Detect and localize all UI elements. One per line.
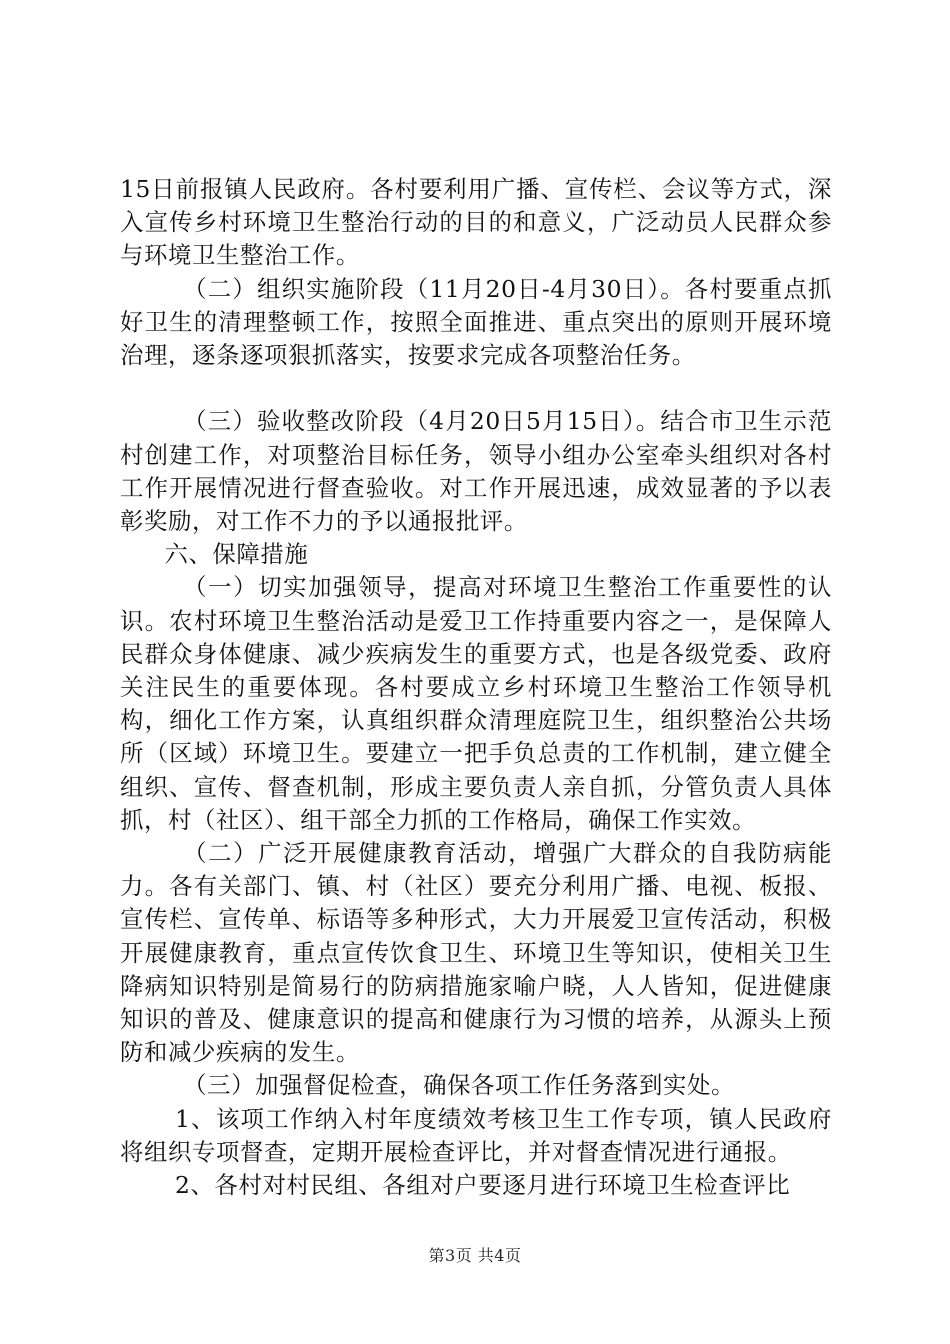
list-item-1: 1、该项工作纳入村年度绩效考核卫生工作专项，镇人民政府将组织专项督查，定期开展检查评比，并对督查情况进行通报。 <box>120 1104 832 1166</box>
paragraph-gap <box>120 372 832 405</box>
paragraph-implementation-stage: （二）组织实施阶段（11月20日-4月30日）。各村要重点抓好卫生的清理整顿工作，按照全面推进、重点突出的原则开展环境治理，逐条逐项狠抓落实，按要求完成各项整治任务。 <box>120 274 832 370</box>
paragraph-leadership: （一）切实加强领导，提高对环境卫生整治工作重要性的认识。农村环境卫生整治活动是爱卫工作持重要内容之一，是保障人民群众身体健康、减少疾病发生的重要方式，也是各级党委、政府关注民生的重要体现。各村要成立乡村环境卫生整治工作领导机构，细化工作方案，认真组织群众清理庭院卫生，组织整治公共场所（区域）环境卫生。要建立一把手负总责的工作机制，建立健全组织、宣传、督查机制，形成主要负责人亲自抓，分管负责人具体抓，村（社区）、组干部全力抓的工作格局，确保工作实效。 <box>120 573 832 834</box>
page-footer: 第3页 共4页 <box>428 1246 522 1265</box>
list-item-2: 2、各村对村民组、各组对户要逐月进行环境卫生检查评比 <box>174 1171 791 1200</box>
paragraph-health-education: （二）广泛开展健康教育活动，增强广大群众的自我防病能力。各有关部门、镇、村（社区）要充分利用广播、电视、板报、宣传栏、宣传单、标语等多种形式，大力开展爱卫宣传活动，积极开展健康教育，重点宣传饮食卫生、环境卫生等知识，使相关卫生降病知识特别是简易行的防病措施家喻户晓，人人皆知，促进健康知识的普及、健康意识的提高和健康行为习惯的培养，从源头上预防和减少疾病的发生。 <box>120 839 832 1067</box>
document-body <box>120 173 832 1202</box>
paragraph-publicity-end: 15日前报镇人民政府。各村要利用广播、宣传栏、会议等方式，深入宣传乡村环境卫生整治行动的目的和意义，广泛动员人民群众参与环境卫生整治工作。 <box>120 175 832 270</box>
section-heading-safeguards: 六、保障措施 <box>164 540 309 569</box>
paragraph-acceptance-stage: （三）验收整改阶段（4月20日5月15日）。结合市卫生示范村创建工作，对项整治目标任务，领导小组办公室牵头组织对各村工作开展情况进行督查验收。对工作开展迅速，成效显著的予以表彰奖励，对工作不力的予以通报批评。 <box>120 407 832 536</box>
paragraph-supervision: （三）加强督促检查，确保各项工作任务落到实处。 <box>183 1071 735 1100</box>
